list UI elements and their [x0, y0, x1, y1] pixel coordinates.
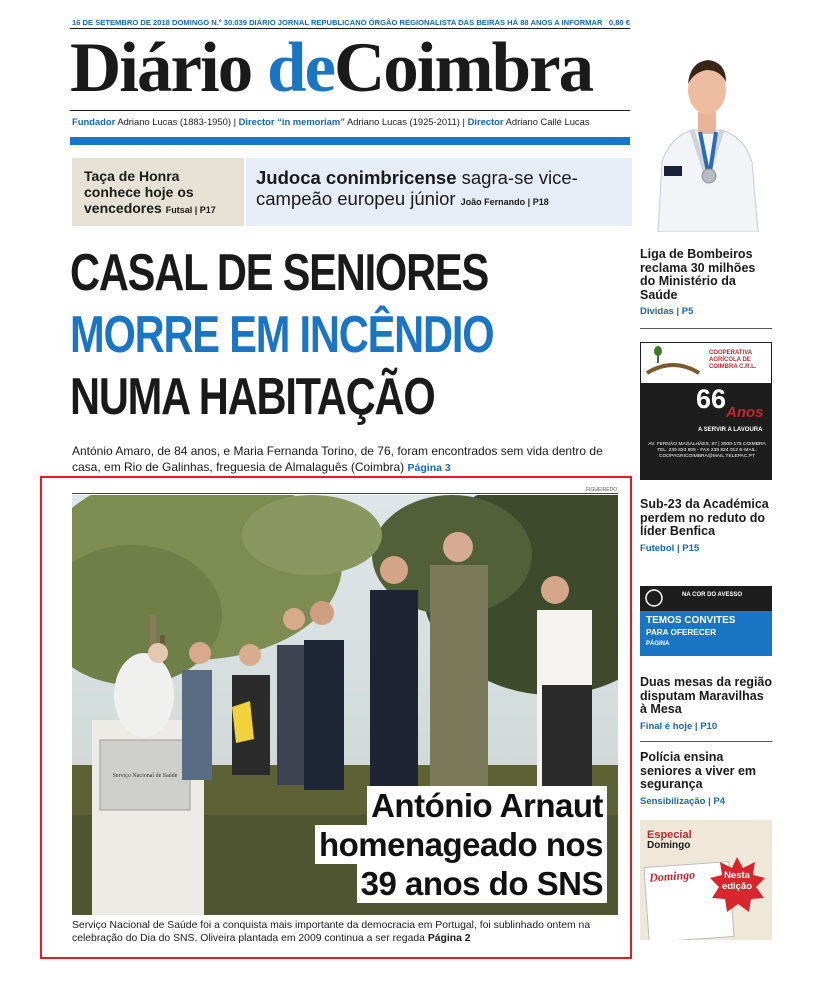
newspaper-title[interactable] [70, 24, 635, 112]
edition-info: 16 DE SETEMBRO DE 2018 DOMINGO N.º 30.039 DIÁRIO JORNAL REPUBLICANO ÓRGÃO REGIONALISTA DAS BEIRAS HÁ 88 ANOS A INFORMAR [72, 18, 603, 27]
ad-years-number: 66 [696, 384, 727, 414]
sidebar-item-bombeiros[interactable]: Liga de Bombeiros reclama 30 milhões do Ministério da Saúde Dívidas | P5 [640, 247, 756, 317]
headline-line-3: NUMA HABITAÇÃO [70, 368, 435, 426]
title-word-de: de [267, 29, 334, 107]
title-word-diario: Diário [70, 29, 252, 107]
story-overlay-title[interactable] [315, 786, 607, 903]
photo-credit: FIGUEIREDO [586, 487, 618, 493]
title-word-coimbra: Coimbra [334, 29, 593, 107]
headline-lede: António Amaro, de 84 anos, e Maria Fernanda Torino, de 76, foram encontrados sem vida dentro de casa, em Rio de Galinhas, freguesia de Almalaguês (Coimbra) Página 3 [72, 444, 603, 474]
overlay-line-2: homenageado nos [315, 825, 607, 864]
main-headline[interactable] [70, 242, 518, 428]
special-domingo-promo[interactable]: Especial Domingo Domingo Nesta edição [640, 820, 772, 940]
judoka-photo[interactable] [640, 42, 774, 232]
founders-line: Fundador Adriano Lucas (1883-1950) | Director “in memoriam” Adriano Lucas (1925-2011) | Director Adriano Callé Lucas [72, 116, 590, 127]
ad-cooperativa-agricola[interactable]: COOPERATIVA AGRÍCOLA DE COIMBRA C.R.L. 66 Anos A SERVIR A LAVOURA AV. FERNÃO MAGALHÃES, 87 | 3000-175 COIMBRA TEL. 239 823 805 - FAX 239 824 012 E-MAIL: COOPAGRICOIMBRA@MAIL.TELEPAC.PT [640, 342, 772, 480]
sidebar-item-policia[interactable]: Polícia ensina seniores a viver em segurança Sensibilização | P4 [640, 750, 757, 807]
caption-page-ref[interactable]: Página 2 [427, 932, 471, 944]
headline-page-ref[interactable]: Página 3 [407, 462, 451, 474]
photo-top-rule [72, 493, 618, 494]
judoka-illustration [640, 42, 774, 232]
overlay-line-3: 39 anos do SNS [357, 864, 607, 903]
price: 0,80 € [608, 18, 630, 27]
sidebar-rule [640, 741, 772, 742]
photo-caption: Serviço Nacional de Saúde foi a conquista mais importante da democracia em Portugal, foi sublinhado ontem na celebração do Dia do SNS. Oliveira plantada em 2009 continua a ser regada Página 2 [72, 920, 591, 944]
cooperative-logo-icon [641, 343, 705, 383]
sidebar-item-academica[interactable]: Sub-23 da Académica perdem no reduto do líder Benfica Futebol | P15 [640, 497, 769, 554]
masthead-bottom-rule [70, 110, 630, 111]
promo-judoca[interactable]: Judoca conimbricense sagra-se vice-campeão europeu júnior João Fernando | P18 [246, 158, 632, 226]
ad-convites[interactable]: NA COR DO AVESSO TEMOS CONVITES PARA OFERECER PÁGINA [640, 586, 772, 656]
convento-logo-icon [640, 586, 670, 611]
headline-line-2: MORRE EM INCÊNDIO [70, 306, 494, 364]
headline-line-1: CASAL DE SENIORES [70, 244, 489, 302]
overlay-line-1: António Arnaut [367, 786, 607, 825]
domingo-magazine-cover: Domingo [643, 861, 734, 940]
masthead-blue-bar [70, 137, 630, 145]
promo-futsal[interactable]: Taça de Honra conhece hoje os vencedores Futsal | P17 [72, 158, 244, 226]
sidebar-rule [640, 328, 772, 329]
plaque-text: Serviço Nacional de Saúde [112, 773, 178, 779]
sidebar-item-maravilhas[interactable]: Duas mesas da região disputam Maravilhas à Mesa Final é hoje | P10 [640, 675, 773, 732]
